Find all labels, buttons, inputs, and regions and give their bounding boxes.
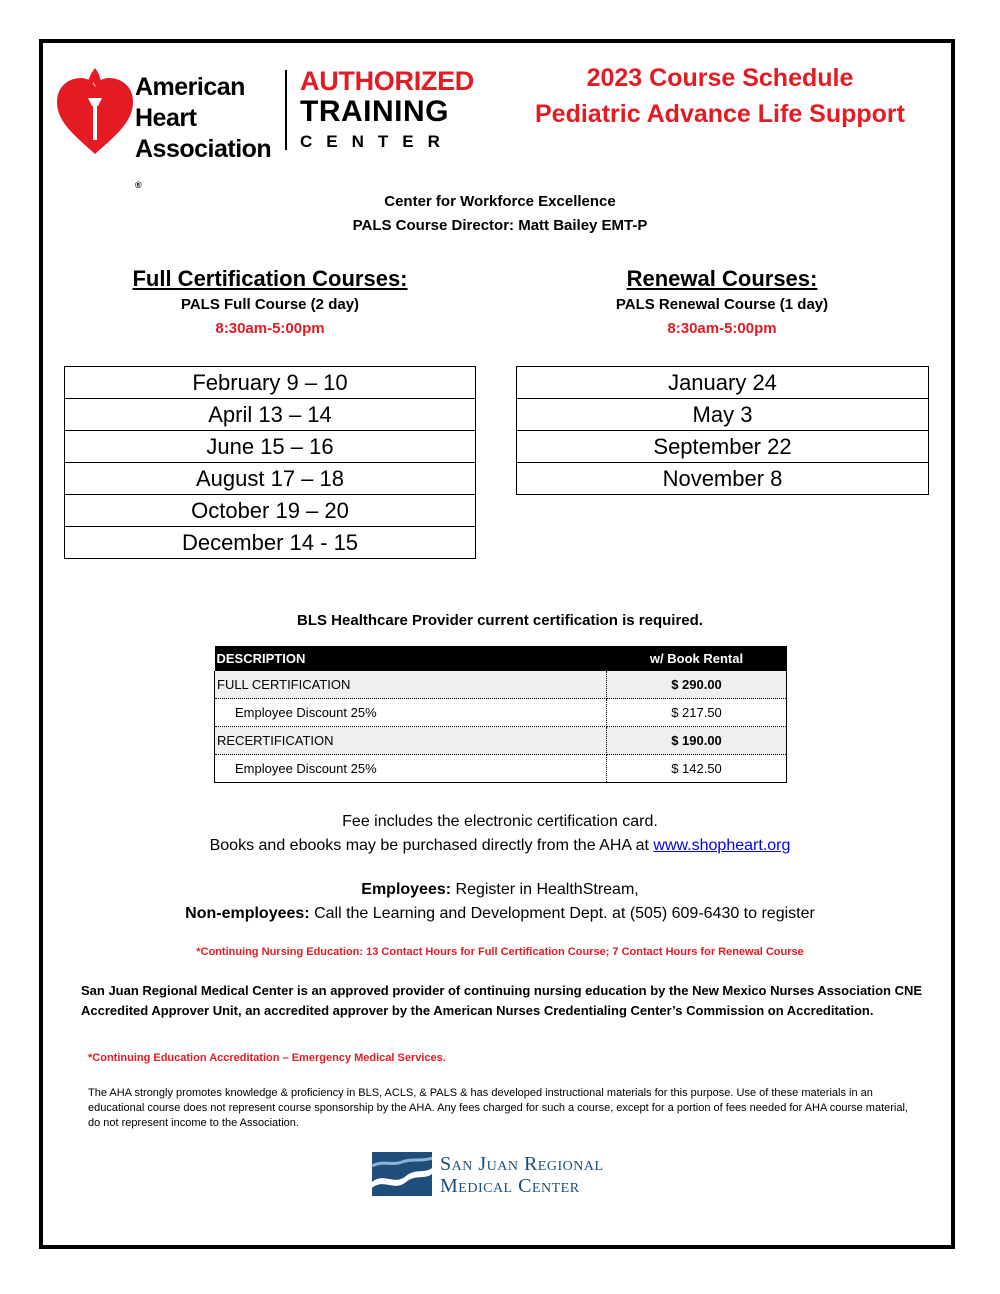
center-name: Center for Workforce Excellence	[384, 193, 616, 210]
book-rental-header: w/ Book Rental	[607, 646, 787, 671]
table-row	[65, 367, 476, 399]
course-director: PALS Course Director: Matt Bailey EMT-P	[352, 217, 648, 234]
aha-disclaimer: The AHA strongly promotes knowledge & proficiency in BLS, ACLS, & PALS & has developed instructional materials for this purpose. Use of these materials in an educational course does not represent course sponsorship by the AHA. Any fees charged for such a course, except for a portion of fees needed for AHA course material, do not represent income to the Association.	[88, 1087, 908, 1129]
page-title: 2023 Course Schedule	[586, 64, 854, 92]
fee-price: $ 290.00	[607, 671, 787, 699]
cne-note: *Continuing Nursing Education: 13 Contact Hours for Full Certification Course; 7 Contact Hours for Renewal Course	[196, 946, 804, 958]
non-employee-registration: Non-employees: Call the Learning and Development Dept. at (505) 609-6430 to register	[185, 905, 815, 922]
shopheart-link[interactable]: www.shopheart.org	[653, 837, 791, 854]
renewal-section	[512, 265, 932, 341]
date-cell: October 19 – 20	[65, 495, 476, 527]
sjrmc-river-logo-icon	[372, 1152, 432, 1196]
page-subtitle: Pediatric Advance Life Support	[535, 100, 905, 128]
table-row	[65, 399, 476, 431]
date-cell: December 14 - 15	[65, 527, 476, 559]
provider-statement: San Juan Regional Medical Center is an approved provider of continuing nursing education by the New Mexico Nurses Association CNE Accredited Approver Unit, an accredited approver by the American Nurses Credentialing Center’s Commission on Accreditation.	[81, 983, 923, 1018]
table-row	[215, 755, 787, 783]
description-header: DESCRIPTION	[215, 646, 607, 671]
table-row	[517, 431, 929, 463]
fees-table	[214, 646, 787, 783]
bls-requirement: BLS Healthcare Provider current certification is required.	[297, 612, 703, 629]
authorized-training-center-logo: AUTHORIZED TRAINING CENTER	[300, 66, 474, 151]
full-cert-section	[60, 265, 480, 341]
table-row	[215, 671, 787, 699]
full-cert-heading: Full Certification Courses:	[132, 266, 408, 291]
fees-header-row	[215, 646, 787, 671]
fee-price: $ 217.50	[607, 699, 787, 727]
renewal-course: PALS Renewal Course (1 day)	[615, 296, 829, 313]
employee-registration: Employees: Register in HealthStream,	[361, 881, 639, 898]
full-cert-course: PALS Full Course (2 day)	[180, 296, 360, 313]
table-row	[65, 527, 476, 559]
fee-description: FULL CERTIFICATION	[215, 671, 607, 699]
books-note: Books and ebooks may be purchased directly from the AHA at www.shopheart.org	[209, 837, 791, 854]
fee-price: $ 190.00	[607, 727, 787, 755]
date-cell: August 17 – 18	[65, 463, 476, 495]
date-cell: November 8	[517, 463, 929, 495]
renewal-time: 8:30am-5:00pm	[667, 320, 777, 337]
table-row	[65, 431, 476, 463]
table-row	[517, 463, 929, 495]
renewal-heading: Renewal Courses:	[626, 266, 818, 291]
date-cell: June 15 – 16	[65, 431, 476, 463]
date-cell: May 3	[517, 399, 929, 431]
full-cert-time: 8:30am-5:00pm	[215, 320, 325, 337]
aha-wordmark: American Heart Association ®	[135, 73, 272, 190]
date-cell: February 9 – 10	[65, 367, 476, 399]
fee-description: Employee Discount 25%	[215, 755, 607, 783]
renewal-dates-table	[516, 366, 929, 495]
sjrmc-wordmark: San Juan Regional Medical Center	[440, 1153, 604, 1197]
fee-description: RECERTIFICATION	[215, 727, 607, 755]
date-cell: September 22	[517, 431, 929, 463]
fee-note: Fee includes the electronic certification card.	[342, 813, 658, 830]
table-row	[65, 495, 476, 527]
table-row	[517, 367, 929, 399]
table-row	[517, 399, 929, 431]
table-row	[215, 699, 787, 727]
logo-divider	[285, 70, 287, 150]
date-cell: April 13 – 14	[65, 399, 476, 431]
table-row	[65, 463, 476, 495]
fee-description: Employee Discount 25%	[215, 699, 607, 727]
full-cert-dates-table	[64, 366, 476, 559]
fee-price: $ 142.50	[607, 755, 787, 783]
ems-accreditation-note: *Continuing Education Accreditation – Emergency Medical Services.	[88, 1052, 446, 1064]
date-cell: January 24	[517, 367, 929, 399]
table-row	[215, 727, 787, 755]
